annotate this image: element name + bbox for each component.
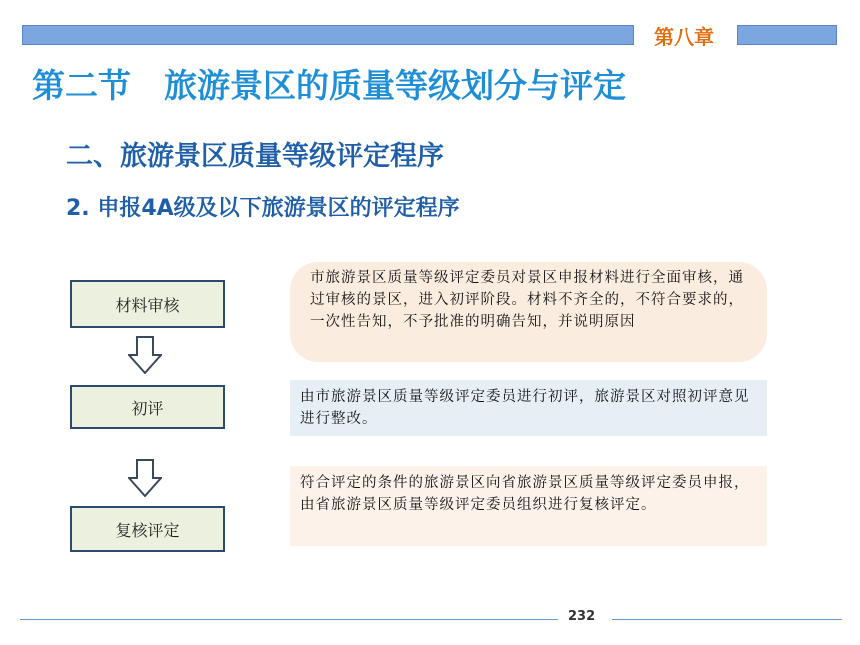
step-box-material-review: 材料审核 [70, 280, 225, 328]
step-description-final-review: 符合评定的条件的旅游景区向省旅游景区质量等级评定委员申报，由省旅游景区质量等级评定委员组织进行复核评定。 [290, 466, 767, 546]
section-title: 第二节 旅游景区的质量等级划分与评定 [32, 66, 626, 105]
step-description-material-review: 市旅游景区质量等级评定委员对景区申报材料进行全面审核，通过审核的景区，进入初评阶段。材料不齐全的，不符合要求的，一次性告知，不予批准的明确告知，并说明原因 [290, 262, 767, 362]
step-box-final-review: 复核评定 [70, 506, 225, 552]
header-bar-right [737, 25, 837, 45]
step-box-preliminary: 初评 [70, 385, 225, 429]
subsection-title: 二、旅游景区质量等级评定程序 [66, 141, 444, 172]
down-arrow-icon [128, 336, 162, 374]
down-arrow-icon [128, 459, 162, 497]
step-description-preliminary: 由市旅游景区质量等级评定委员进行初评，旅游景区对照初评意见进行整改。 [290, 380, 767, 436]
chapter-label: 第八章 [654, 25, 714, 49]
footer-divider-right [612, 619, 842, 620]
footer-divider-left [20, 619, 558, 620]
header-bar-left [22, 25, 634, 45]
page-number: 232 [568, 609, 596, 624]
topic-title: 2. 申报4A级及以下旅游景区的评定程序 [66, 196, 460, 221]
